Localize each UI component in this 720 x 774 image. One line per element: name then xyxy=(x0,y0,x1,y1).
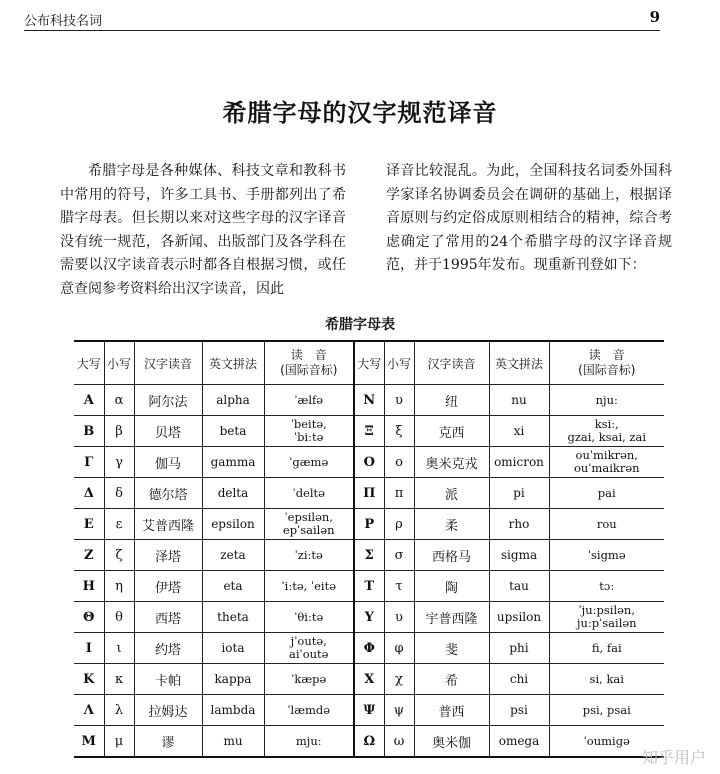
english-spelling: iota xyxy=(202,633,264,664)
chinese-reading: 谬 xyxy=(134,726,202,758)
lowercase-letter: π xyxy=(384,478,414,509)
page-number: 9 xyxy=(649,8,660,26)
ipa-pronunciation xyxy=(549,478,664,509)
table-row xyxy=(74,540,664,571)
header-english: 英文拼法 xyxy=(202,341,264,385)
chinese-reading: 宇普西隆 xyxy=(414,602,489,633)
header-reading-line2: (国际音标) xyxy=(578,363,636,377)
english-spelling: upsilon xyxy=(489,602,549,633)
uppercase-letter: Π xyxy=(354,478,384,509)
ipa-line: ˈiːtə, ˈeitə xyxy=(281,578,337,593)
chinese-reading: 阿尔法 xyxy=(134,385,202,416)
uppercase-letter: K xyxy=(74,664,104,695)
uppercase-letter: N xyxy=(354,385,384,416)
english-spelling: beta xyxy=(202,416,264,447)
lowercase-letter: ζ xyxy=(104,540,134,571)
ipa-pronunciation xyxy=(549,664,664,695)
english-spelling: psi xyxy=(489,695,549,726)
chinese-reading: 陶 xyxy=(414,571,489,602)
chinese-reading: 普西 xyxy=(414,695,489,726)
uppercase-letter: P xyxy=(354,509,384,540)
ipa-line: ouˈmaikrən xyxy=(573,461,640,475)
article-title: 希腊字母的汉字规范译音 xyxy=(222,99,498,127)
table-row xyxy=(74,416,664,447)
ipa-line: ˈjuːpsilən, xyxy=(578,603,635,617)
header-upper: 大写 xyxy=(74,341,104,385)
chinese-reading: 奥米伽 xyxy=(414,726,489,758)
lowercase-letter: γ xyxy=(104,447,134,478)
ipa-line: ˈbiːtə xyxy=(293,430,324,444)
intro-column-1: 希腊字母是各种媒体、科技文章和教科书中常用的符号，许多工具书、手册都列出了希腊字母表。但长期以来对这些字母的汉字译音没有统一规范，各新闻、出版部门及各学科在需要以汉字读音表示时都各自根据习惯，或任意查阅参考资料给出汉字读音，因此 xyxy=(60,163,346,297)
uppercase-letter: Φ xyxy=(354,633,384,664)
ipa-line: mjuː xyxy=(295,733,322,748)
english-spelling: omicron xyxy=(489,447,549,478)
ipa-pronunciation xyxy=(264,447,354,478)
uppercase-letter: Ξ xyxy=(354,416,384,447)
uppercase-letter: E xyxy=(74,509,104,540)
header-upper: 大写 xyxy=(354,341,384,385)
uppercase-letter: Σ xyxy=(354,540,384,571)
english-spelling: zeta xyxy=(202,540,264,571)
uppercase-letter: Θ xyxy=(74,602,104,633)
ipa-line: ˈlæmdə xyxy=(287,702,331,717)
english-spelling: rho xyxy=(489,509,549,540)
ipa-pronunciation xyxy=(264,478,354,509)
header-reading xyxy=(549,341,664,385)
ipa-pronunciation xyxy=(549,540,664,571)
lowercase-letter: θ xyxy=(104,602,134,633)
lowercase-letter: σ xyxy=(384,540,414,571)
header-section-title: 公布科技名词 xyxy=(24,14,103,29)
lowercase-letter: υ xyxy=(384,602,414,633)
intro-column-2: 译音比较混乱。为此，全国科技名词委外国科学家译名协调委员会在调研的基础上，根据译音原则与约定俗成原则相结合的精神，综合考虑确定了常用的24个希腊字母的汉字译音规范，并于1995年发布。现重新刊登如下： xyxy=(386,163,672,273)
english-spelling: lambda xyxy=(202,695,264,726)
chinese-reading: 奥米克戎 xyxy=(414,447,489,478)
lowercase-letter: η xyxy=(104,571,134,602)
ipa-pronunciation xyxy=(264,695,354,726)
ipa-line: juːpˈsailən xyxy=(576,616,637,630)
ipa-line: aiˈoutə xyxy=(289,647,329,661)
ipa-pronunciation xyxy=(264,726,354,758)
english-spelling: delta xyxy=(202,478,264,509)
table-row xyxy=(74,385,664,416)
ipa-line: ˈbeitə, xyxy=(290,417,327,431)
ipa-line: pai xyxy=(597,485,616,500)
table-row xyxy=(74,695,664,726)
header-chinese: 汉字读音 xyxy=(134,341,202,385)
table-row xyxy=(74,726,664,758)
ipa-line: tɔː xyxy=(599,578,615,593)
ipa-line: ˈoumigə xyxy=(583,733,630,748)
english-spelling: pi xyxy=(489,478,549,509)
english-spelling: epsilon xyxy=(202,509,264,540)
english-spelling: nu xyxy=(489,385,549,416)
english-spelling: sigma xyxy=(489,540,549,571)
ipa-pronunciation xyxy=(549,695,664,726)
table-row xyxy=(74,478,664,509)
header-reading-line2: (国际音标) xyxy=(280,363,338,377)
header-reading-line1: 读 音 xyxy=(290,348,327,362)
ipa-line: njuː xyxy=(595,392,618,407)
ipa-pronunciation xyxy=(549,602,664,633)
ipa-line: ˈkæpə xyxy=(291,671,327,686)
ipa-line: fi, fai xyxy=(591,640,622,655)
english-spelling: omega xyxy=(489,726,549,758)
uppercase-letter: B xyxy=(74,416,104,447)
lowercase-letter: υ xyxy=(384,385,414,416)
ipa-line: gzai, ksai, zai xyxy=(567,430,647,444)
uppercase-letter: Λ xyxy=(74,695,104,726)
chinese-reading: 艾普西隆 xyxy=(134,509,202,540)
english-spelling: tau xyxy=(489,571,549,602)
intro-paragraph xyxy=(60,160,672,301)
uppercase-letter: I xyxy=(74,633,104,664)
english-spelling: theta xyxy=(202,602,264,633)
ipa-line: ksiː, xyxy=(594,417,619,431)
header-lower: 小写 xyxy=(104,341,134,385)
uppercase-letter: M xyxy=(74,726,104,758)
lowercase-letter: κ xyxy=(104,664,134,695)
table-row xyxy=(74,602,664,633)
ipa-line: ˈælfə xyxy=(294,392,324,407)
chinese-reading: 斐 xyxy=(414,633,489,664)
lowercase-letter: ρ xyxy=(384,509,414,540)
ipa-line: ˈepsilən, xyxy=(284,510,333,524)
uppercase-letter: Ψ xyxy=(354,695,384,726)
lowercase-letter: o xyxy=(384,447,414,478)
chinese-reading: 贝塔 xyxy=(134,416,202,447)
ipa-pronunciation xyxy=(549,385,664,416)
lowercase-letter: τ xyxy=(384,571,414,602)
chinese-reading: 伽马 xyxy=(134,447,202,478)
lowercase-letter: ξ xyxy=(384,416,414,447)
ipa-line: ˈziːtə xyxy=(294,547,323,562)
uppercase-letter: Ω xyxy=(354,726,384,758)
header-reading-line1: 读 音 xyxy=(588,348,625,362)
chinese-reading: 德尔塔 xyxy=(134,478,202,509)
english-spelling: chi xyxy=(489,664,549,695)
greek-alphabet-table xyxy=(74,340,664,758)
ipa-pronunciation xyxy=(264,602,354,633)
english-spelling: alpha xyxy=(202,385,264,416)
ipa-line: psi, psai xyxy=(582,702,631,717)
english-spelling: mu xyxy=(202,726,264,758)
uppercase-letter: Δ xyxy=(74,478,104,509)
chinese-reading: 卡帕 xyxy=(134,664,202,695)
lowercase-letter: δ xyxy=(104,478,134,509)
ipa-line: rou xyxy=(596,516,617,531)
chinese-reading: 派 xyxy=(414,478,489,509)
ipa-pronunciation xyxy=(549,416,664,447)
table-row xyxy=(74,509,664,540)
running-header xyxy=(24,8,660,31)
chinese-reading: 希 xyxy=(414,664,489,695)
ipa-pronunciation xyxy=(549,447,664,478)
chinese-reading: 西格马 xyxy=(414,540,489,571)
ipa-pronunciation xyxy=(264,416,354,447)
lowercase-letter: α xyxy=(104,385,134,416)
table-row xyxy=(74,633,664,664)
english-spelling: phi xyxy=(489,633,549,664)
lowercase-letter: φ xyxy=(384,633,414,664)
ipa-pronunciation xyxy=(549,571,664,602)
ipa-line: jˈoutə, xyxy=(290,634,327,648)
lowercase-letter: ε xyxy=(104,509,134,540)
table-caption: 希腊字母表 xyxy=(325,317,395,333)
ipa-line: ouˈmikrən, xyxy=(575,448,638,462)
chinese-reading: 伊塔 xyxy=(134,571,202,602)
english-spelling: eta xyxy=(202,571,264,602)
ipa-line: ˈdeltə xyxy=(292,485,325,500)
chinese-reading: 纽 xyxy=(414,385,489,416)
chinese-reading: 西塔 xyxy=(134,602,202,633)
uppercase-letter: Z xyxy=(74,540,104,571)
english-spelling: xi xyxy=(489,416,549,447)
chinese-reading: 泽塔 xyxy=(134,540,202,571)
english-spelling: gamma xyxy=(202,447,264,478)
english-spelling: kappa xyxy=(202,664,264,695)
header-english: 英文拼法 xyxy=(489,341,549,385)
ipa-pronunciation xyxy=(549,509,664,540)
lowercase-letter: χ xyxy=(384,664,414,695)
lowercase-letter: ψ xyxy=(384,695,414,726)
header-reading xyxy=(264,341,354,385)
chinese-reading: 约塔 xyxy=(134,633,202,664)
uppercase-letter: A xyxy=(74,385,104,416)
ipa-pronunciation xyxy=(264,664,354,695)
ipa-pronunciation xyxy=(264,540,354,571)
uppercase-letter: Γ xyxy=(74,447,104,478)
table-row xyxy=(74,571,664,602)
table-row xyxy=(74,447,664,478)
header-chinese: 汉字读音 xyxy=(414,341,489,385)
ipa-line: ˈθiːtə xyxy=(294,609,324,624)
ipa-line: epˈsailən xyxy=(282,523,335,537)
lowercase-letter: ω xyxy=(384,726,414,758)
uppercase-letter: H xyxy=(74,571,104,602)
ipa-pronunciation xyxy=(264,633,354,664)
ipa-pronunciation xyxy=(549,633,664,664)
uppercase-letter: O xyxy=(354,447,384,478)
table-header-row xyxy=(74,341,664,385)
chinese-reading: 柔 xyxy=(414,509,489,540)
lowercase-letter: λ xyxy=(104,695,134,726)
lowercase-letter: β xyxy=(104,416,134,447)
lowercase-letter: μ xyxy=(104,726,134,758)
ipa-line: ˈsigmə xyxy=(587,547,626,562)
uppercase-letter: X xyxy=(354,664,384,695)
chinese-reading: 克西 xyxy=(414,416,489,447)
uppercase-letter: T xyxy=(354,571,384,602)
ipa-pronunciation xyxy=(264,385,354,416)
table-row xyxy=(74,664,664,695)
ipa-pronunciation xyxy=(264,571,354,602)
ipa-line: si, kai xyxy=(589,671,624,686)
uppercase-letter: Y xyxy=(354,602,384,633)
watermark: 知乎用户 xyxy=(641,748,706,767)
ipa-line: ˈgæmə xyxy=(289,454,329,469)
chinese-reading: 拉姆达 xyxy=(134,695,202,726)
lowercase-letter: ι xyxy=(104,633,134,664)
ipa-pronunciation xyxy=(264,509,354,540)
header-lower: 小写 xyxy=(384,341,414,385)
table-body xyxy=(74,385,664,758)
